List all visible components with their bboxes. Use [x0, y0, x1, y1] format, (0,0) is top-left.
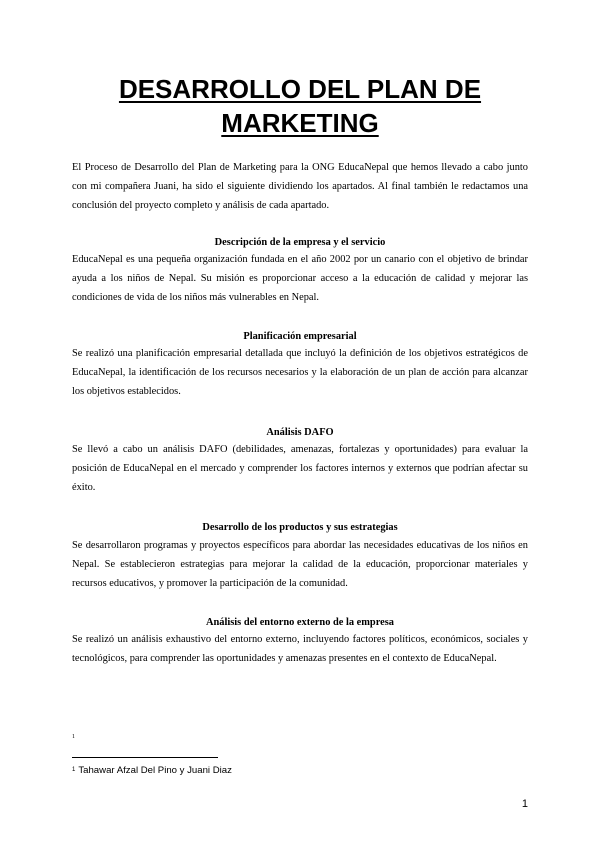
section-body-planificacion: Se realizó una planificación empresarial detallada que incluyó la definición de los objetivos estratégicos de EducaNepal, la identificación de los recursos necesarios y la elaboración de un plan de acción para alcanzar los objetivos establecidos.	[72, 348, 528, 397]
footnote-text: Tahawar Afzal Del Pino y Juani Diaz	[78, 765, 232, 776]
section-body-productos: Se desarrollaron programas y proyectos específicos para abordar las necesidades educativas de los niños en Nepal. Se establecieron estrategias para mejorar la calidad de la educación, proporcionar materiales y recursos educativos, y promover la participación de la comunidad.	[72, 540, 528, 589]
section-body-descripcion: EducaNepal es una pequeña organización fundada en el año 2002 por un canario con el objetivo de brindar ayuda a los niños de Nepal. Su misión es proporcionar acceso a la educación de calidad y mejorar las condiciones de vida de los niños más vulnerables en Nepal.	[72, 254, 528, 303]
footnote-separator	[72, 757, 218, 758]
document-title	[70, 72, 530, 140]
title-line-2: MARKETING	[221, 108, 379, 138]
intro-paragraph: El Proceso de Desarrollo del Plan de Marketing para la ONG EducaNepal que hemos llevado a cabo junto con mi compañera Juani, ha sido el siguiente dividiendo los apartados. Al final también le redactamos una conclusión del proyecto completo y análisis de cada apartado.	[72, 162, 528, 211]
page-number: 1	[521, 798, 528, 810]
footnote-reference: 1	[72, 734, 75, 740]
section-title-entorno: Análisis del entorno externo de la empresa	[206, 617, 394, 628]
footnote	[72, 764, 232, 778]
section-title-dafo: Análisis DAFO	[266, 427, 334, 438]
section-body-dafo: Se llevó a cabo un análisis DAFO (debilidades, amenazas, fortalezas y oportunidades) para evaluar la posición de EducaNepal en el mercado y comprender los factores internos y externos que podrían afectar su éxito.	[72, 444, 528, 493]
section-body-entorno: Se realizó un análisis exhaustivo del entorno externo, incluyendo factores políticos, económicos, sociales y tecnológicos, para comprender las oportunidades y amenazas presentes en el contexto de EducaNepal.	[72, 634, 528, 664]
section-title-planificacion: Planificación empresarial	[243, 331, 357, 342]
section-title-descripcion: Descripción de la empresa y el servicio	[214, 237, 386, 248]
footnote-number: 1	[72, 767, 76, 773]
section-title-productos: Desarrollo de los productos y sus estrategias	[202, 522, 398, 533]
title-line-1: DESARROLLO DEL PLAN DE	[118, 74, 482, 104]
